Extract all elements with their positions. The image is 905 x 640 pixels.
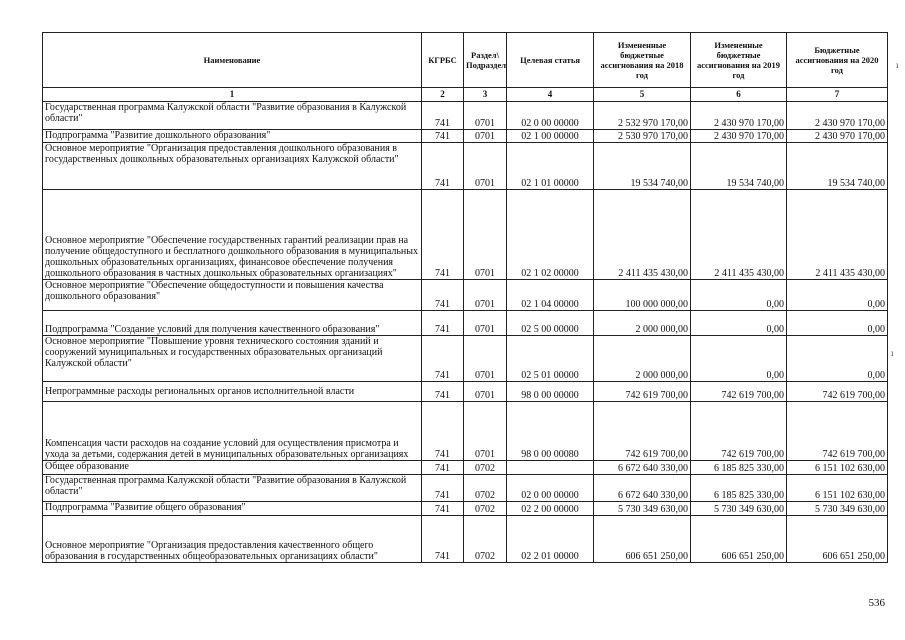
row-kgrbs: 741 <box>422 311 464 336</box>
row-amount-2019: 2 430 970 170,00 <box>691 130 787 143</box>
col-header-2020: Бюджетные ассигнования на 2020 год <box>787 33 888 88</box>
row-amount-2018: 2 000 000,00 <box>594 336 691 382</box>
table-row <box>43 311 888 336</box>
row-amount-2019: 742 619 700,00 <box>691 382 787 402</box>
row-amount-2020: 742 619 700,00 <box>787 382 888 402</box>
column-number: 1 <box>43 88 422 102</box>
row-amount-2018: 100 000 000,00 <box>594 280 691 311</box>
row-amount-2019: 2 411 435 430,00 <box>691 190 787 280</box>
row-amount-2020: 742 619 700,00 <box>787 402 888 461</box>
row-section: 0701 <box>464 102 507 130</box>
row-amount-2018: 606 651 250,00 <box>594 516 691 563</box>
row-name: Подпрограмма "Создание условий для получения качественного образования" <box>43 311 422 336</box>
row-target: 02 0 00 00000 <box>507 102 594 130</box>
row-amount-2019: 2 430 970 170,00 <box>691 102 787 130</box>
row-section: 0701 <box>464 130 507 143</box>
row-name: Основное мероприятие "Организация предоставления дошкольного образования в государственных дошкольных образовательных организациях Калужской области" <box>43 143 422 190</box>
table-row <box>43 143 888 190</box>
page-number: 536 <box>868 597 885 609</box>
row-target: 02 1 00 00000 <box>507 130 594 143</box>
row-amount-2019: 6 185 825 330,00 <box>691 475 787 502</box>
row-section: 0701 <box>464 402 507 461</box>
row-section: 0702 <box>464 502 507 516</box>
row-kgrbs: 741 <box>422 280 464 311</box>
table-row <box>43 516 888 563</box>
row-amount-2020: 0,00 <box>787 311 888 336</box>
row-amount-2020: 606 651 250,00 <box>787 516 888 563</box>
row-section: 0702 <box>464 461 507 475</box>
row-amount-2019: 606 651 250,00 <box>691 516 787 563</box>
table-row <box>43 382 888 402</box>
table-row <box>43 502 888 516</box>
row-section: 0701 <box>464 382 507 402</box>
row-amount-2019: 6 185 825 330,00 <box>691 461 787 475</box>
row-amount-2019: 19 534 740,00 <box>691 143 787 190</box>
row-amount-2020: 0,00 <box>787 280 888 311</box>
row-kgrbs: 741 <box>422 102 464 130</box>
row-amount-2019: 0,00 <box>691 280 787 311</box>
table-row <box>43 102 888 130</box>
col-header-2019: Измененные бюджетные ассигнования на 2019 год <box>691 33 787 88</box>
row-kgrbs: 741 <box>422 130 464 143</box>
row-name: Компенсация части расходов на создание условий для осуществления присмотра и ухода за детьми, содержания детей в муниципальных образовательных организациях <box>43 402 422 461</box>
column-number-row <box>43 88 888 102</box>
row-kgrbs: 741 <box>422 190 464 280</box>
row-section: 0701 <box>464 336 507 382</box>
column-number: 6 <box>691 88 787 102</box>
column-number: 3 <box>464 88 507 102</box>
row-target: 02 1 02 00000 <box>507 190 594 280</box>
row-section: 0701 <box>464 190 507 280</box>
row-name: Общее образование <box>43 461 422 475</box>
row-target <box>507 461 594 475</box>
row-amount-2018: 742 619 700,00 <box>594 382 691 402</box>
table-row <box>43 280 888 311</box>
row-name: Основное мероприятие "Повышение уровня технического состояния зданий и сооружений муниципальных и государственных образовательных организаций Калужской области" <box>43 336 422 382</box>
row-amount-2019: 0,00 <box>691 311 787 336</box>
row-name: Основное мероприятие "Обеспечение общедоступности и повышения качества дошкольного образования" <box>43 280 422 311</box>
row-amount-2020: 6 151 102 630,00 <box>787 475 888 502</box>
row-amount-2018: 2 000 000,00 <box>594 311 691 336</box>
row-amount-2018: 19 534 740,00 <box>594 143 691 190</box>
row-target: 02 2 00 00000 <box>507 502 594 516</box>
col-header-2018: Измененные бюджетные ассигнования на 2018 год <box>594 33 691 88</box>
row-amount-2018: 2 530 970 170,00 <box>594 130 691 143</box>
row-amount-2018: 6 672 640 330,00 <box>594 475 691 502</box>
table-row <box>43 130 888 143</box>
row-name: Непрограммные расходы региональных органов исполнительной власти <box>43 382 422 402</box>
row-amount-2020: 2 411 435 430,00 <box>787 190 888 280</box>
row-amount-2020: 19 534 740,00 <box>787 143 888 190</box>
column-number: 5 <box>594 88 691 102</box>
row-amount-2019: 5 730 349 630,00 <box>691 502 787 516</box>
row-kgrbs: 741 <box>422 475 464 502</box>
row-section: 0702 <box>464 475 507 502</box>
row-target: 02 5 01 00000 <box>507 336 594 382</box>
row-target: 02 1 01 00000 <box>507 143 594 190</box>
row-amount-2018: 6 672 640 330,00 <box>594 461 691 475</box>
column-number: 7 <box>787 88 888 102</box>
margin-mark: ı <box>891 348 894 358</box>
row-name: Государственная программа Калужской области "Развитие образования в Калужской области" <box>43 475 422 502</box>
col-header-target: Целевая статья <box>507 33 594 88</box>
row-kgrbs: 741 <box>422 461 464 475</box>
row-kgrbs: 741 <box>422 336 464 382</box>
row-target: 98 0 00 00080 <box>507 402 594 461</box>
row-kgrbs: 741 <box>422 143 464 190</box>
row-name: Подпрограмма "Развитие общего образования" <box>43 502 422 516</box>
row-amount-2018: 2 411 435 430,00 <box>594 190 691 280</box>
row-amount-2020: 6 151 102 630,00 <box>787 461 888 475</box>
column-number: 4 <box>507 88 594 102</box>
row-section: 0701 <box>464 311 507 336</box>
row-amount-2020: 2 430 970 170,00 <box>787 130 888 143</box>
col-header-section: Раздел\ Подраздел <box>464 33 507 88</box>
header-row <box>43 33 888 88</box>
row-section: 0701 <box>464 280 507 311</box>
row-amount-2020: 2 430 970 170,00 <box>787 102 888 130</box>
row-kgrbs: 741 <box>422 502 464 516</box>
row-section: 0701 <box>464 143 507 190</box>
row-target: 02 2 01 00000 <box>507 516 594 563</box>
row-amount-2020: 5 730 349 630,00 <box>787 502 888 516</box>
row-amount-2018: 742 619 700,00 <box>594 402 691 461</box>
row-amount-2018: 2 532 970 170,00 <box>594 102 691 130</box>
table-row <box>43 336 888 382</box>
row-kgrbs: 741 <box>422 382 464 402</box>
row-target: 02 5 00 00000 <box>507 311 594 336</box>
row-amount-2019: 742 619 700,00 <box>691 402 787 461</box>
column-number: 2 <box>422 88 464 102</box>
row-name: Государственная программа Калужской области "Развитие образования в Калужской области" <box>43 102 422 130</box>
table-row <box>43 461 888 475</box>
row-amount-2019: 0,00 <box>691 336 787 382</box>
budget-table <box>42 32 888 563</box>
row-section: 0702 <box>464 516 507 563</box>
row-kgrbs: 741 <box>422 402 464 461</box>
table-row <box>43 402 888 461</box>
row-amount-2018: 5 730 349 630,00 <box>594 502 691 516</box>
col-header-name: Наименование <box>43 33 422 88</box>
row-kgrbs: 741 <box>422 516 464 563</box>
table-row <box>43 190 888 280</box>
col-header-kgrbs: КГРБС <box>422 33 464 88</box>
row-target: 98 0 00 00000 <box>507 382 594 402</box>
table-row <box>43 475 888 502</box>
row-target: 02 0 00 00000 <box>507 475 594 502</box>
row-target: 02 1 04 00000 <box>507 280 594 311</box>
row-name: Основное мероприятие "Обеспечение государственных гарантий реализации прав на получение общедоступного и бесплатного дошкольного образования в муниципальных дошкольных образовательных организациях, финансовое обеспечение получения дошкольного образования в частных дошкольных образовательных организациях" <box>43 190 422 280</box>
row-amount-2020: 0,00 <box>787 336 888 382</box>
row-name: Подпрограмма "Развитие дошкольного образования" <box>43 130 422 143</box>
row-name: Основное мероприятие "Организация предоставления качественного общего образования в государственных общеобразовательных организациях области" <box>43 516 422 563</box>
margin-mark: ı <box>896 60 899 70</box>
